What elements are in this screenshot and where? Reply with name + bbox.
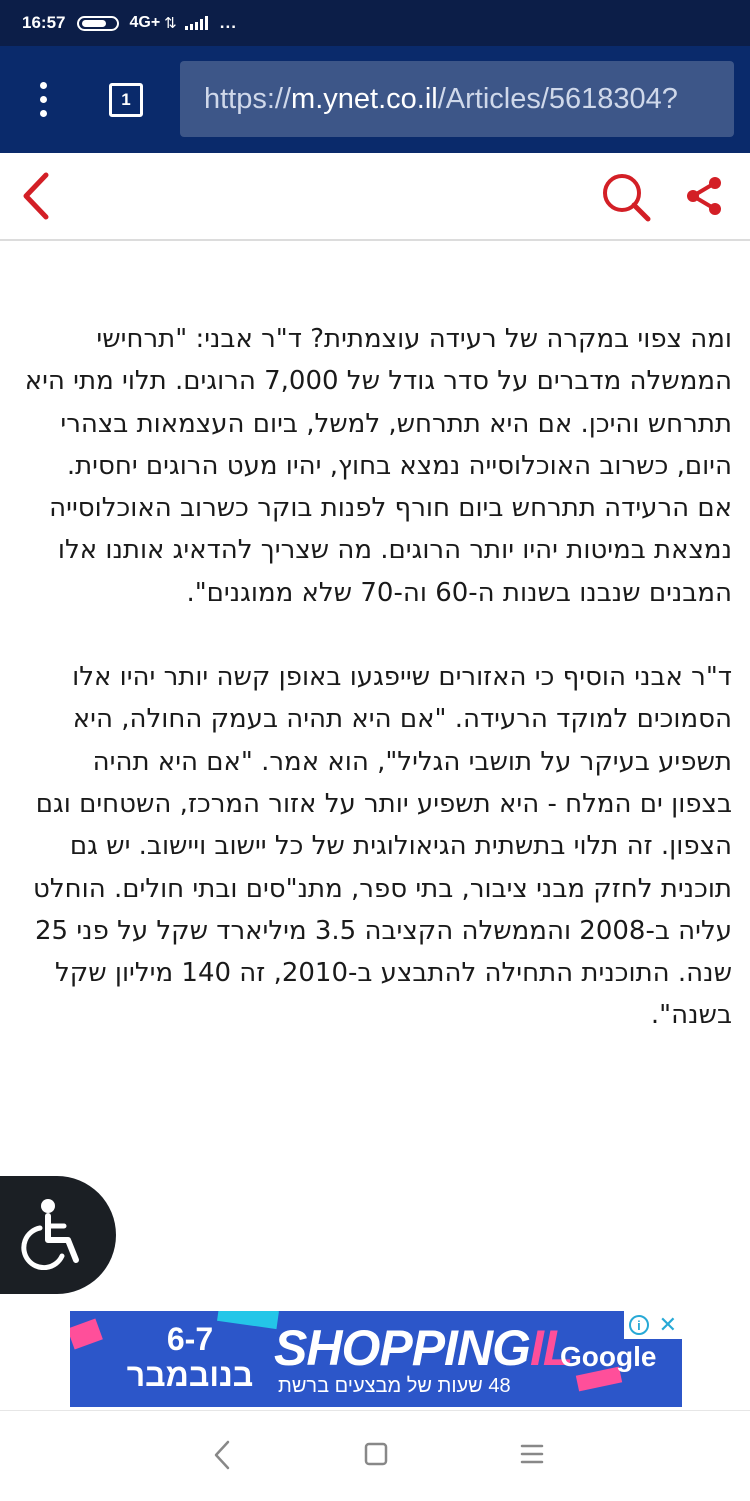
- ad-brand-main: SHOPPING: [274, 1320, 530, 1376]
- site-header: [0, 153, 750, 241]
- close-icon[interactable]: ✕: [658, 1312, 678, 1337]
- notification-pill-icon: [77, 16, 119, 31]
- ad-decoration: [70, 1319, 103, 1350]
- signal-strength-icon: [185, 16, 208, 30]
- url-host: m.ynet.co.il: [291, 83, 438, 115]
- network-type: 4G+: [129, 14, 161, 31]
- url-field[interactable]: [180, 61, 734, 137]
- more-notifications-icon: ...: [219, 13, 237, 32]
- status-bar: [0, 0, 750, 46]
- article-paragraph: ד"ר אבני הוסיף כי האזורים שייפגעו באופן קשה יותר יהיו אלו הסמוכים למוקד הרעידה. "אם היא תהיה בעמק החולה, היא תשפיע בעיקר על תושבי הגליל", הוא אמר. "אם היא תהיה בצפון ים המלח - היא תשפיע יותר על אזור המרכז, השטחים וגם הצפון. זה תלוי בתשתית הגיאולוגית של כל יישוב ויישוב. יש גם תוכנית לחזק מבני ציבור, בתי ספר, מתנ"סים ובתי חולים. הוחלט עליה ב-2008 והממשלה הקציבה 3.5 מיליארד שקל על פני 25 שנה. התוכנית התחילה להתבצע ב-2010, זה 140 מיליון שקל בשנה".: [33, 662, 732, 1031]
- ad-choices[interactable]: [624, 1311, 682, 1339]
- ad-brand: [274, 1319, 572, 1377]
- ad-brand-accent: IL: [529, 1320, 573, 1376]
- browser-toolbar: [0, 46, 750, 153]
- wheelchair-icon: [18, 1198, 90, 1270]
- url-path: /Articles/5618304?: [437, 83, 678, 115]
- ad-google-label: Google: [560, 1341, 657, 1372]
- url-scheme: https://: [204, 83, 292, 115]
- accessibility-button[interactable]: [0, 1176, 116, 1294]
- data-transfer-icon: ⇅: [164, 15, 177, 32]
- article-paragraph: ומה צפוי במקרה של רעידה עוצמתית? ד"ר אבני: "תרחישי הממשלה מדברים על סדר גודל של 7,000 הרוגים. תלוי מתי היא תתרחש והיכן. אם היא תתרחש, למשל, ביום העצמאות בצהרי היום, כשרוב האוכלוסייה נמצא בחוץ, יהיו מעט הרוגים יחסית. אם הרעידה תתרחש ביום חורף לפנות בוקר כשרוב האוכלוסייה נמצאת במיטות יהיו יותר הרוגים. מה שצריך להדאיג אותנו אלו המבנים שנבנו בשנות ה-60 וה-70 שלא ממוגנים".: [24, 324, 732, 608]
- ad-dates-month: בנובמבר: [126, 1357, 254, 1393]
- nav-recents-icon[interactable]: [519, 1439, 545, 1469]
- nav-home-icon[interactable]: [363, 1439, 389, 1469]
- ad-dates: [100, 1321, 280, 1393]
- info-icon[interactable]: i: [629, 1315, 649, 1335]
- nav-back-icon[interactable]: [212, 1439, 232, 1471]
- tabs-button[interactable]: 1: [109, 83, 143, 117]
- chevron-left-icon[interactable]: [16, 171, 56, 221]
- ad-banner[interactable]: [70, 1311, 682, 1407]
- kebab-menu-icon[interactable]: [32, 82, 56, 118]
- system-nav-bar: [0, 1410, 750, 1501]
- share-icon[interactable]: [683, 175, 725, 217]
- article-body: [24, 318, 732, 1079]
- status-time: 16:57: [22, 13, 66, 32]
- search-icon[interactable]: [600, 171, 652, 223]
- ad-dates-days: 6-7: [166, 1321, 214, 1357]
- ad-tagline: 48 שעות של מבצעים ברשת: [278, 1375, 511, 1397]
